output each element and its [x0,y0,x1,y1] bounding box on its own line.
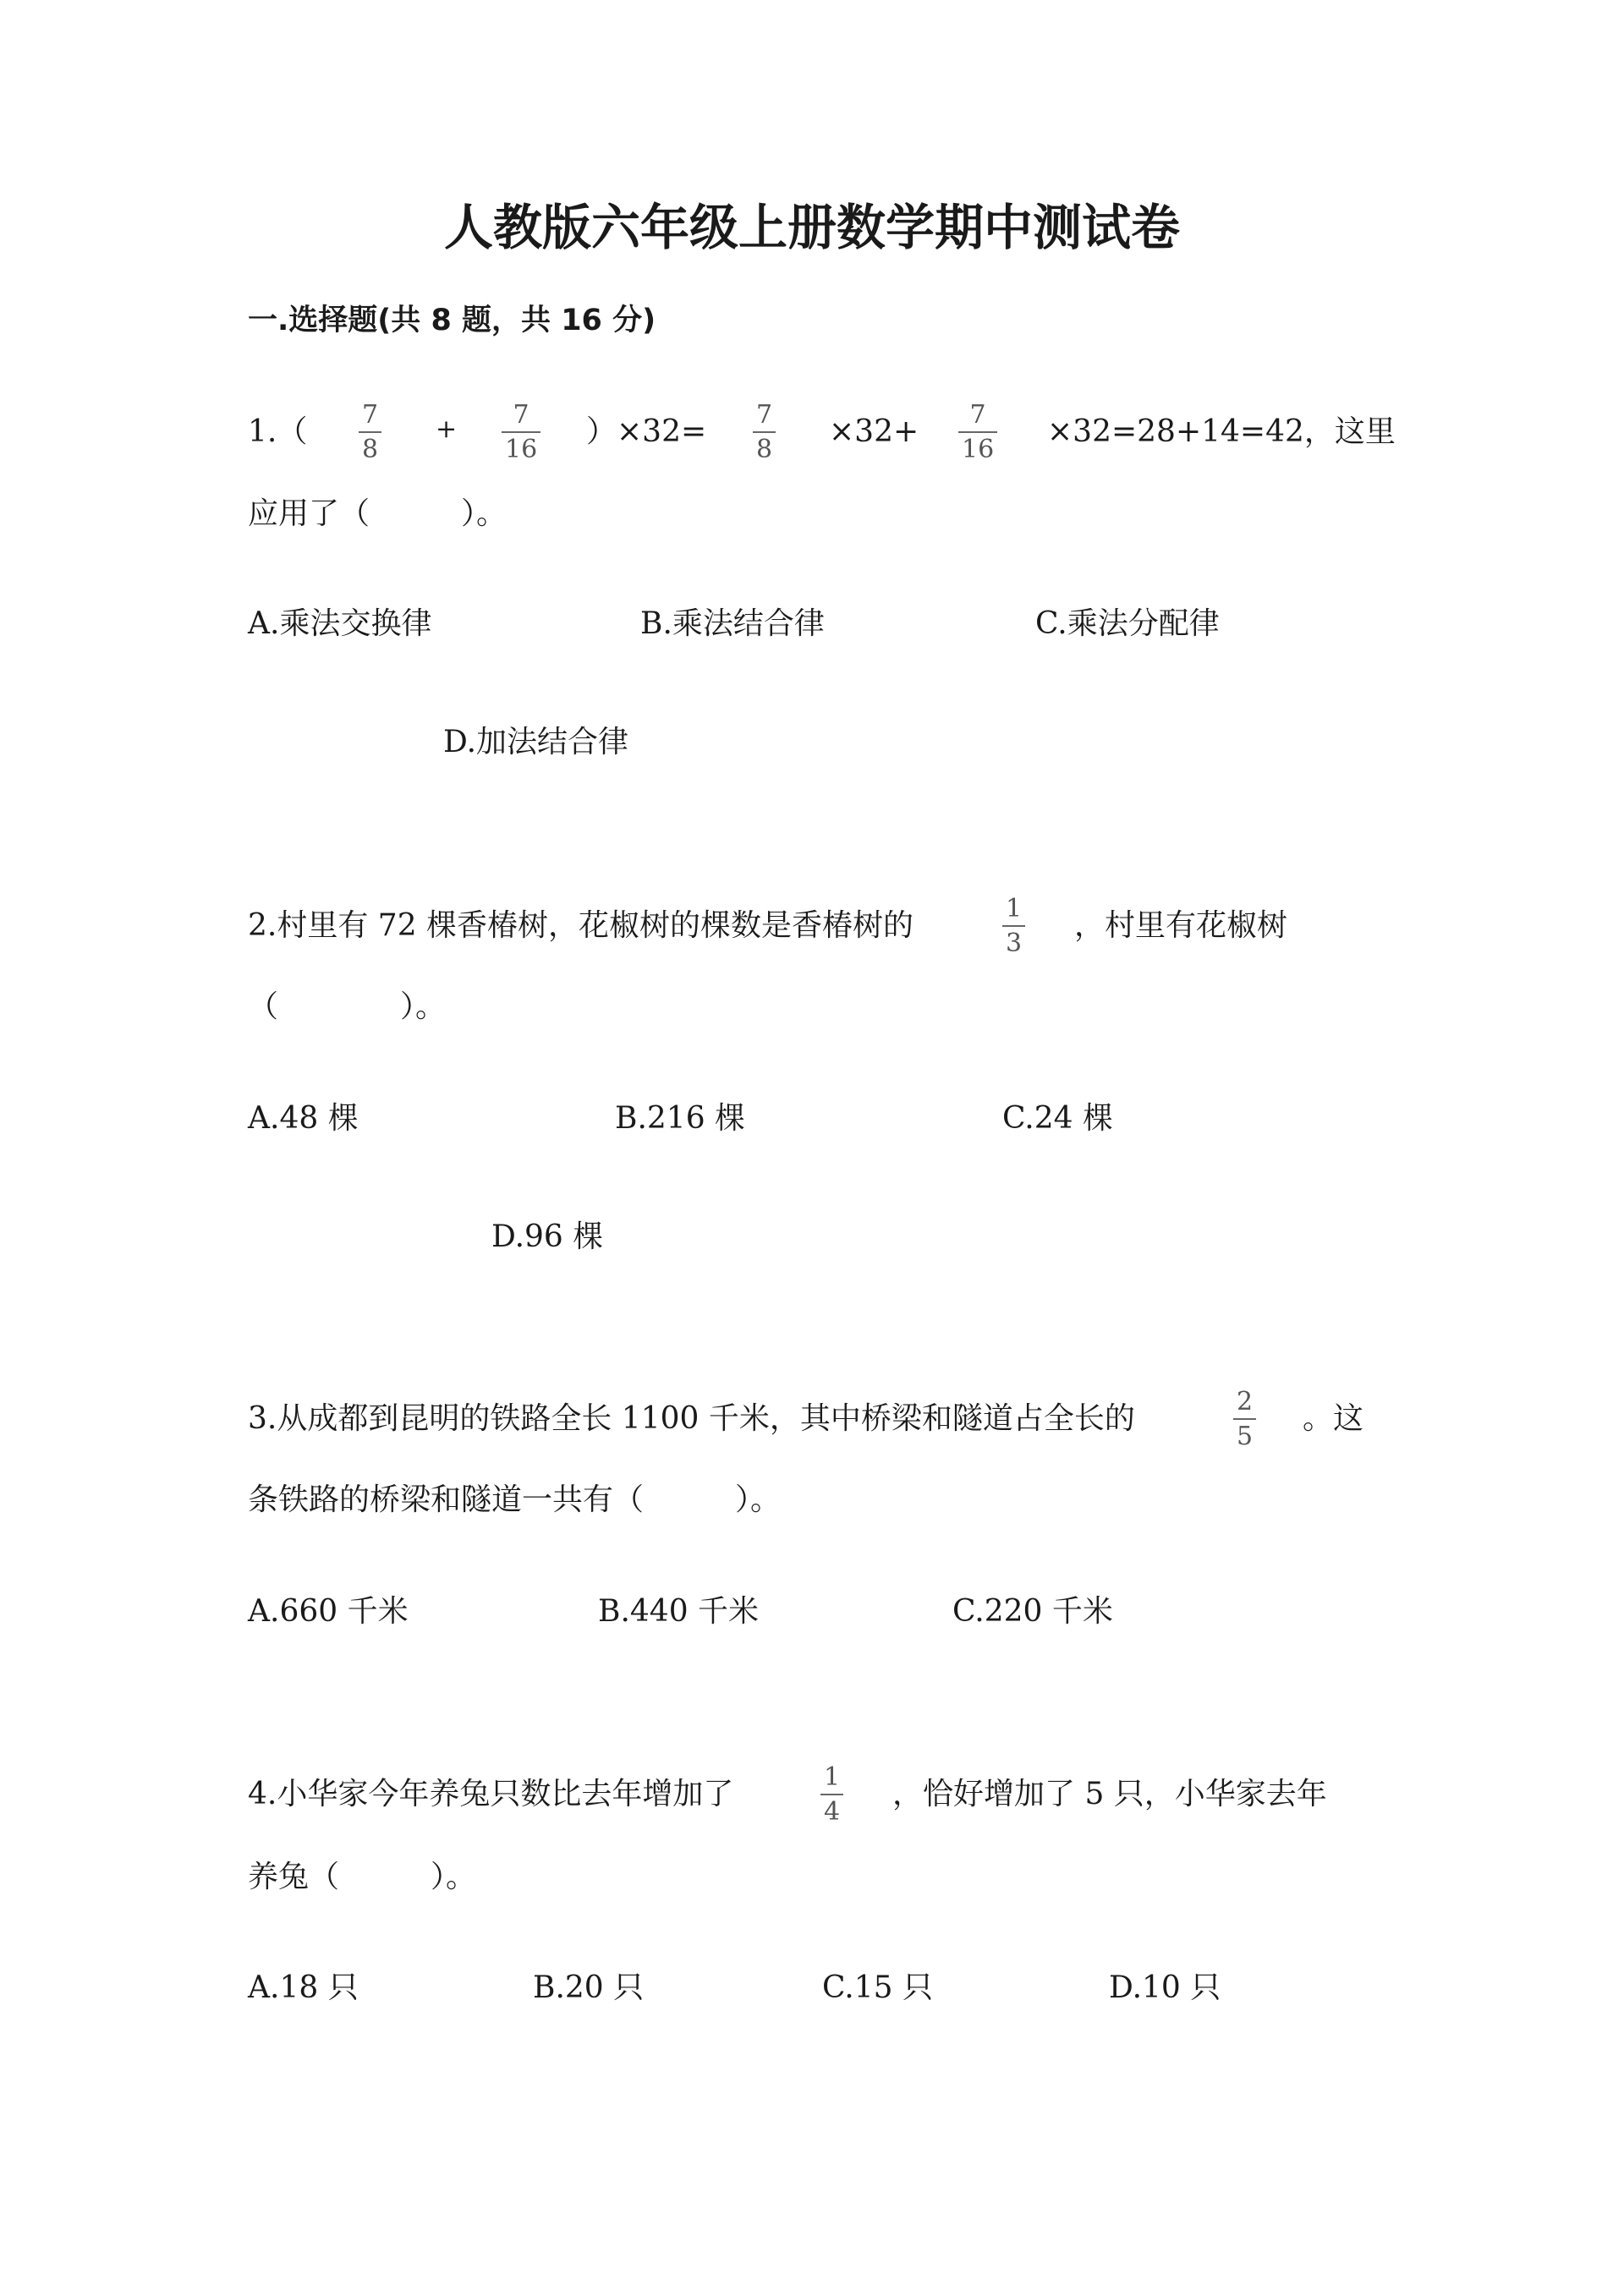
q1-option-a: A.乘法交换律 [248,606,432,641]
fraction-numerator: 7 [756,400,773,430]
fraction-numerator: 2 [1237,1387,1254,1417]
q1-fraction-3 [753,400,776,464]
fraction-numerator: 1 [824,1762,841,1792]
q2-option-d: D.96 棵 [491,1219,604,1254]
q2-option-c: C.24 棵 [1002,1101,1113,1136]
q4-option-c: C.15 只 [822,1970,933,2005]
page-title: 人教版六年级上册数学期中测试卷 [443,199,1180,256]
q2-fraction-1 [1002,896,1025,956]
q1-text-part2: ）×32= [586,414,707,449]
q1-option-b: B.乘法结合律 [640,606,825,641]
q1-fraction-2 [502,400,540,464]
q4-fraction-1 [820,1762,843,1827]
fraction-denominator: 3 [1006,929,1023,958]
q1-fraction-1 [359,400,381,464]
q2-text-line2: （ ）。 [248,989,447,1024]
q1-text-part3: ×32+ [829,414,919,449]
q3-text-part2: 。这 [1303,1401,1364,1436]
fraction-denominator: 4 [824,1797,841,1827]
q4-text-part1: 4.小华家今年养兔只数比去年增加了 [248,1777,734,1811]
fraction-denominator: 5 [1237,1422,1254,1451]
q1-plus-sign: + [436,414,458,444]
fraction-denominator: 16 [962,435,995,464]
q2-text-part2: ，村里有花椒树 [1074,908,1288,943]
q2-text-part1: 2.村里有 72 棵香椿树，花椒树的棵数是香椿树的 [248,908,914,943]
q2-option-b: B.216 棵 [615,1101,746,1136]
q4-option-b: B.20 只 [533,1970,645,2005]
q3-fraction-1 [1233,1389,1256,1449]
fraction-numerator: 7 [969,400,986,430]
q3-text-line2: 条铁路的桥梁和隧道一共有（ ）。 [248,1482,782,1517]
fraction-numerator: 1 [1006,894,1023,923]
fraction-numerator: 7 [362,400,379,430]
q1-text-part1: 1.（ [248,414,308,449]
fraction-numerator: 7 [513,400,529,430]
fraction-denominator: 16 [505,435,538,464]
q4-text-line2: 养兔（ ）。 [248,1860,477,1894]
q1-option-d: D.加法结合律 [443,725,629,759]
q1-text-part4: ×32=28+14=42，这里 [1047,414,1396,449]
q3-option-b: B.440 千米 [598,1594,760,1629]
q1-option-c: C.乘法分配律 [1035,606,1220,641]
fraction-denominator: 8 [756,435,773,464]
q3-option-a: A.660 千米 [248,1594,409,1629]
q2-option-a: A.48 棵 [248,1101,359,1136]
fraction-denominator: 8 [362,435,379,464]
q3-option-c: C.220 千米 [952,1594,1113,1629]
q4-option-d: D.10 只 [1109,1970,1221,2005]
q4-option-a: A.18 只 [248,1970,359,2005]
q3-text-part1: 3.从成都到昆明的铁路全长 1100 千米，其中桥梁和隧道占全长的 [248,1401,1135,1436]
q1-fraction-4 [958,400,997,464]
q4-text-part2: ，恰好增加了 5 只，小华家去年 [892,1777,1327,1811]
q1-text-line2: 应用了（ ）。 [248,496,508,531]
section-heading: 一.选择题(共 8 题，共 16 分) [248,304,656,337]
